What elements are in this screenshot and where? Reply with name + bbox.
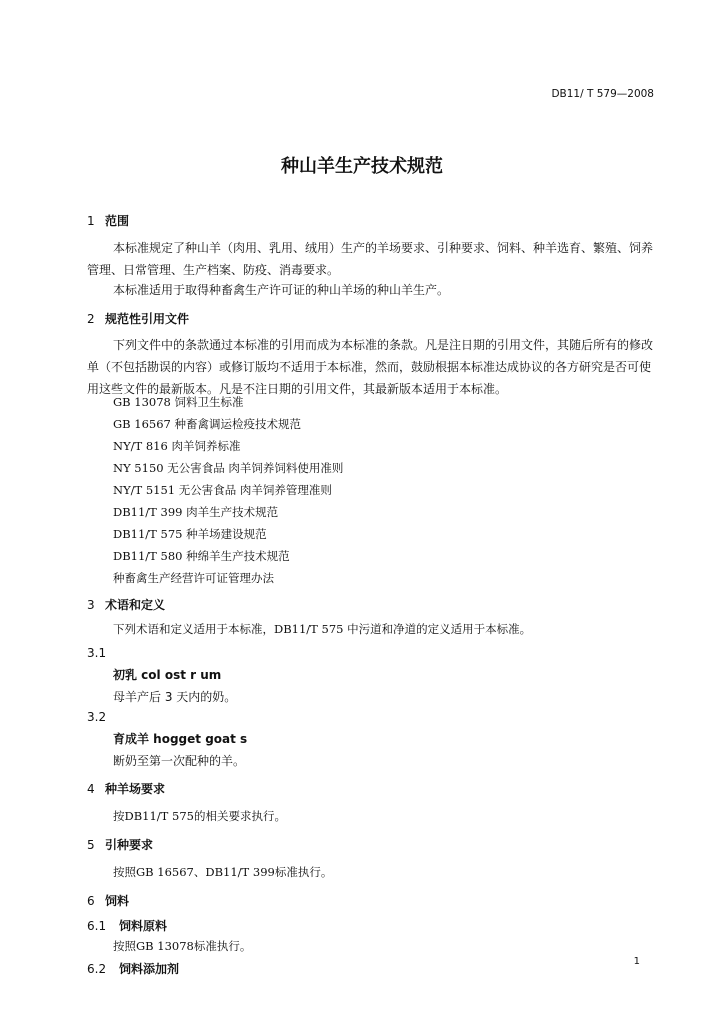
reference-item: GB 13078 饲料卫生标准 [113,395,244,409]
reference-item: DB11/T 399 肉羊生产技术规范 [113,505,279,519]
page-number: 1 [633,956,640,967]
section-heading-1 [87,212,129,229]
section-number: 2 [87,312,95,326]
reference-item: NY/T 816 肉羊饲养标准 [113,439,241,453]
section-5-text: 按照GB 16567、DB11/T 399标准执行。 [113,865,333,879]
normative-references-text: 下列文件中的条款通过本标准的引用而成为本标准的条款。凡是注日期的引用文件，其随后所有的修改单（不包括勘误的内容）或修订版均不适用于本标准，然而，鼓励根据本标准达成协议的各方研究是否可使用这些文件的最新版本。凡是不注日期的引用文件，其最新版本适用于本标准。 [87,338,654,396]
subsection-number: 6.2 [87,962,107,976]
reference-item: 种畜禽生产经营许可证管理办法 [113,571,274,585]
section-title: 饲料 [105,894,130,908]
term-definition: 母羊产后 3 天内的奶。 [113,690,237,704]
section-number: 5 [87,838,95,852]
section-heading-3 [87,596,165,613]
section-title: 术语和定义 [105,598,166,612]
section-4-text: 按DB11/T 575的相关要求执行。 [113,809,286,823]
term-definition: 断奶至第一次配种的羊。 [113,754,246,768]
term-name: 育成羊 hogget goat s [113,732,248,746]
section-heading-4 [87,780,165,797]
subsection-6-1-text: 按照GB 13078标准执行。 [113,939,252,953]
subsection-title: 饲料原料 [119,919,168,933]
subsection-title: 饲料添加剂 [119,962,180,976]
term-number: 3.2 [87,710,107,724]
document-code: DB11/ T 579—2008 [551,88,654,100]
section-heading-5 [87,836,153,853]
subsection-number: 6.1 [87,919,107,933]
term-number: 3.1 [87,646,107,660]
document-title: 种山羊生产技术规范 [281,156,443,177]
section-number: 1 [87,214,95,228]
reference-item: NY 5150 无公害食品 肉羊饲养饲料使用准则 [113,461,344,475]
section-title: 规范性引用文件 [105,312,190,326]
terms-intro: 下列术语和定义适用于本标准，DB11/T 575 中污道和净道的定义适用于本标准。 [113,622,532,636]
section-heading-2 [87,310,189,327]
section-number: 4 [87,782,95,796]
section-title: 范围 [105,214,130,228]
subsection-heading-6-2 [87,960,179,977]
scope-applicability: 本标准适用于取得种畜禽生产许可证的种山羊场的种山羊生产。 [113,283,450,297]
reference-item: DB11/T 575 种羊场建设规范 [113,527,267,541]
scope-text: 本标准规定了种山羊（肉用、乳用、绒用）生产的羊场要求、引种要求、饲料、种羊选育、繁殖、饲养管理、日常管理、生产档案、防疫、消毒要求。 [87,241,654,277]
scope-paragraph [87,237,657,281]
reference-item: GB 16567 种畜禽调运检疫技术规范 [113,417,302,431]
reference-item: DB11/T 580 种绵羊生产技术规范 [113,549,290,563]
section-heading-6 [87,892,129,909]
section-title: 种羊场要求 [105,782,166,796]
section-number: 6 [87,894,95,908]
section-title: 引种要求 [105,838,154,852]
section-number: 3 [87,598,95,612]
normative-references-paragraph [87,334,657,400]
subsection-heading-6-1 [87,917,167,934]
reference-item: NY/T 5151 无公害食品 肉羊饲养管理准则 [113,483,332,497]
term-name: 初乳 col ost r um [113,668,222,682]
